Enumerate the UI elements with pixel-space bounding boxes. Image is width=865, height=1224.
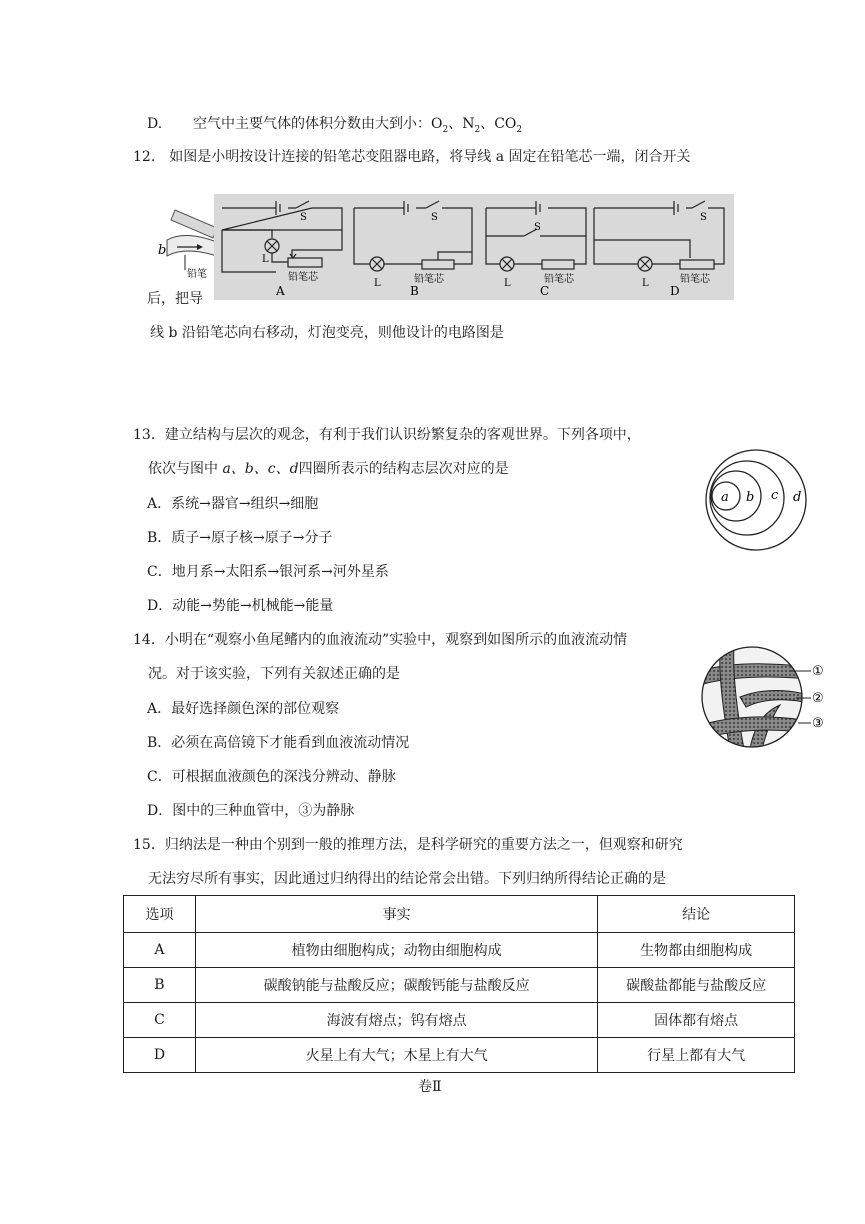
q12-stem-line2: 后，把导 <box>147 291 203 307</box>
q15-stem-line1: 15．归纳法是一种由个别到一般的推理方法，是科学研究的重要方法之一，但观察和研究 <box>133 837 683 853</box>
svg-text:L: L <box>374 278 381 289</box>
table-header: 事实 <box>195 896 597 933</box>
q15-stem-line2: 无法穷尽所有事实，因此通过归纳得出的结论常会出错。下列归纳所得结论正确的是 <box>148 871 666 887</box>
svg-text:铅笔芯: 铅笔芯 <box>680 274 710 285</box>
q12-pencil-sketch <box>155 200 220 280</box>
q13-option-b: B．质子→原子核→原子→分子 <box>147 530 333 546</box>
q13-option-d: D．动能→势能→机械能→能量 <box>147 598 334 614</box>
q11-option-d: D. 空气中主要气体的体积分数由大到小：$O_2$、$N_2$、$CO_2$ <box>147 116 523 135</box>
q14-stem-line2: 况。对于该实验，下列有关叙述正确的是 <box>148 666 400 682</box>
table-header: 结论 <box>598 896 795 933</box>
svg-text:S: S <box>700 212 707 223</box>
section-label: 卷Ⅱ <box>418 1079 442 1095</box>
svg-text:L: L <box>504 278 511 289</box>
svg-text:②: ② <box>812 691 824 706</box>
q13-stem-line1: 13．建立结构与层次的观念，有利于我们认识纷繁复杂的客观世界。下列各项中， <box>133 427 641 443</box>
q14-blood-vessel-figure <box>700 645 835 750</box>
circuit-d-label: D <box>670 284 680 298</box>
circuit-b-label: B <box>410 284 419 298</box>
svg-text:S: S <box>431 212 438 223</box>
svg-text:铅笔芯: 铅笔芯 <box>414 274 444 285</box>
svg-text:b: b <box>746 490 755 505</box>
table-row: D 火星上有大气；木星上有大气 行星上都有大气 <box>124 1038 795 1073</box>
table-row: B 碳酸钠能与盐酸反应；碳酸钙能与盐酸反应 碳酸盐都能与盐酸反应 <box>124 968 795 1003</box>
q14-option-b: B．必须在高倍镜下才能看到血液流动情况 <box>147 735 410 751</box>
q13-option-a: A．系统→器官→组织→细胞 <box>147 496 319 512</box>
svg-text:S: S <box>300 212 307 223</box>
svg-text:L: L <box>262 254 269 265</box>
q13-nested-circles-figure <box>700 445 815 553</box>
table-header-row <box>124 896 795 933</box>
circuit-c-label: C <box>540 284 550 298</box>
q13-stem-line2: 依次与图中 a、b、c、d四圈所表示的结构志层次对应的是 <box>148 461 509 477</box>
svg-text:S: S <box>534 222 541 233</box>
q15-table <box>123 895 795 1073</box>
table-header: 选项 <box>124 896 196 933</box>
svg-text:铅笔芯: 铅笔芯 <box>288 272 318 283</box>
q12-stem-line1: 12. 如图是小明按设计连接的铅笔芯变阻器电路，将导线 a 固定在铅笔芯一端，闭合开关 <box>133 149 691 165</box>
svg-text:③: ③ <box>812 716 824 731</box>
q14-option-a: A．最好选择颜色深的部位观察 <box>147 701 340 717</box>
table-row: C 海波有熔点；钨有熔点 固体都有熔点 <box>124 1003 795 1038</box>
pencil-label: 铅笔 <box>187 269 207 280</box>
circuit-a-label: A <box>276 284 285 298</box>
q12-circuit-figure <box>214 194 734 300</box>
svg-text:d: d <box>793 490 802 505</box>
svg-text:c: c <box>771 488 779 503</box>
table-row: A 植物由细胞构成；动物由细胞构成 生物都由细胞构成 <box>124 933 795 968</box>
svg-text:L: L <box>642 278 649 289</box>
wire-b-label: b <box>158 243 167 258</box>
q14-option-c: C．可根据血液颜色的深浅分辨动、静脉 <box>147 769 396 785</box>
q14-stem-line1: 14．小明在“观察小鱼尾鳍内的血液流动”实验中，观察到如图所示的血液流动情 <box>133 632 628 648</box>
q13-option-c: C．地月系→太阳系→银河系→河外星系 <box>147 564 389 580</box>
svg-text:铅笔芯: 铅笔芯 <box>544 274 574 285</box>
q14-option-d: D．图中的三种血管中，③为静脉 <box>147 803 355 819</box>
q12-stem-line3: 线 b 沿铅笔芯向右移动，灯泡变亮，则他设计的电路图是 <box>150 325 504 341</box>
q11-option-d-letter: D. <box>147 116 163 132</box>
svg-text:a: a <box>721 490 729 505</box>
svg-text:①: ① <box>812 664 824 679</box>
